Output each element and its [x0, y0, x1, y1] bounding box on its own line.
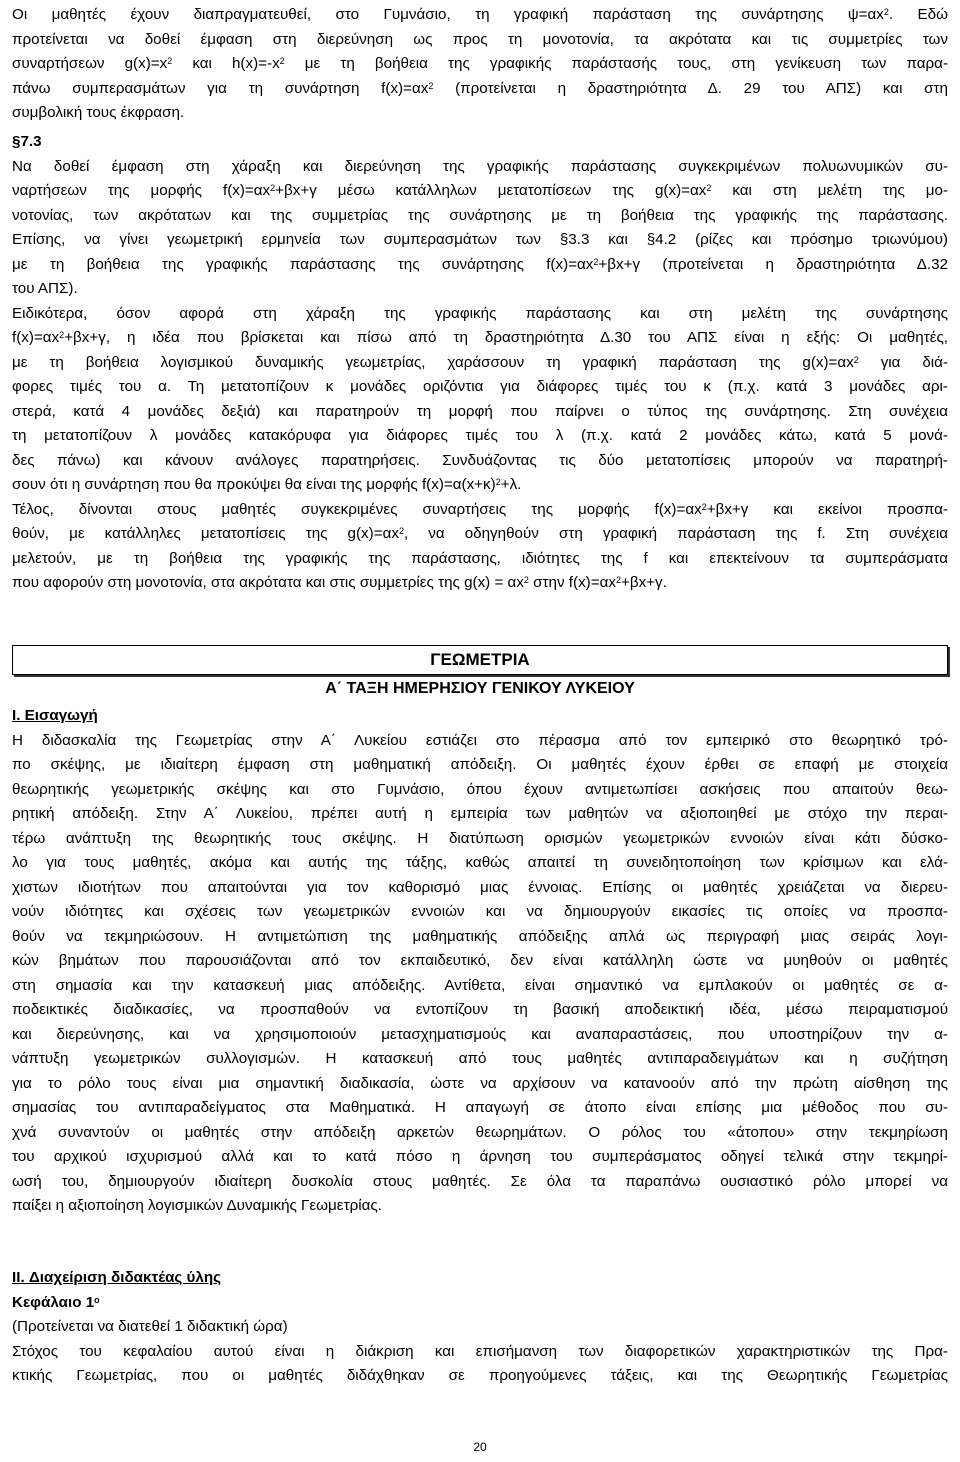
text-line: θούν να τεκμηριώσουν. Η αντιμετώπιση της μαθηματικής απόδειξης απλά ως περιγραφή μιας σειράς λογι- — [12, 927, 948, 945]
text-line: πάνω συμπερασμάτων για τη συνάρτηση $f(x)=\alpha x^2$ (προτείνεται η δραστηριότητα Δ. 29 του ΑΠΣ) και στη — [12, 79, 948, 97]
text-line: Οι μαθητές έχουν διαπραγματευθεί, στο Γυμνάσιο, τη γραφική παράσταση της συνάρτησης $\psi=\alpha x^2$. Εδώ — [12, 6, 948, 23]
text-line: ποδεικτικές διαδικασίες, να προσπαθούν να εντοπίζουν τη βασική αποδεικτική ιδέα, μέσω πειραματισμού — [12, 1001, 948, 1018]
text-line: και διερεύνησης, και να χρησιμοποιούν μετασχηματισμούς και αναπαραστάσεις, που υποστηρίζουν την α- — [12, 1025, 948, 1043]
geometry-subtitle: Α΄ ΤΑΞΗ ΗΜΕΡΗΣΙΟΥ ΓΕΝΙΚΟΥ ΛΥΚΕΙΟΥ — [325, 680, 635, 697]
text-line: θεωρητικής γεωμετρικής σκέψης και στο Γυμνάσιο, όπου έχουν αντιμετωπίσει ασκήσεις που απαιτούν θεω- — [12, 780, 948, 798]
text-line: ωσή του, δημιουργούν ιδιαίτερη δυσκολία στους μαθητές. Σε όλα τα παραπάνω ουσιαστικό ρόλο μπορεί να — [12, 1172, 948, 1190]
text-line: σουν ότι η συνάρτηση που θα προκύψει θα είναι της μορφής $f(x)=\alpha(x+\kappa)^2+\lambda$. — [12, 476, 522, 493]
text-line: συμβολική τους έκφραση. — [12, 104, 185, 121]
text-line: Ειδικότερα, όσον αφορά στη χάραξη της γραφικής παράστασης και στη μελέτη της συνάρτησης — [12, 304, 948, 322]
text-line: Στόχος του κεφαλαίου αυτού είναι η διάκριση και επισήμανση των διαφορετικών χαρακτηριστικών της Πρα- — [12, 1342, 948, 1360]
text-line: μελετούν, με τη βοήθεια της γραφικής της παράστασης, ιδιότητες της f και επεκτείνουν τα συμπεράσματα — [12, 549, 948, 567]
text-line: κτικής Γεωμετρίας, που οι μαθητές διδάχθηκαν σε προηγούμενες τάξεις, και της Θεωρητικής Γεωμετρίας — [12, 1367, 948, 1384]
text-line: στερά, κατά 4 μονάδες δεξιά) και παρατηρούν τη μορφή που παίρνει ο τύπος της συνάρτησης. Στη συνέχεια — [12, 402, 948, 420]
text-line: τέρω ανάπτυξη της θεωρητικής τους σκέψης. Η διατύπωση ορισμών γεωμετρικών εννοιών είναι κάτι δύσκο- — [12, 829, 948, 847]
text-line: τη μετατοπίζουν λ μονάδες κατακόρυφα για διάφορες τιμές του λ (π.χ. κατά 2 μονάδες κάτω, κατά 5 μονά- — [12, 427, 948, 444]
text-line: Να δοθεί έμφαση στη χάραξη και διερεύνηση της γραφικής παράστασης συγκεκριμένων πολυωνυμικών συ- — [12, 157, 948, 175]
text-line: που αφορούν στη μονοτονία, στα ακρότατα και στις συμμετρίες της $g(x) = \alpha x^2$ στην $f(x)=\alpha x^2+\beta x+\gamma$. — [12, 574, 667, 591]
text-line: του αρχικού ισχυρισμού αλλά και το κατά πόσο η άρνηση του συμπεράσματος οδηγεί τελικά στην τεκμηρί- — [12, 1148, 948, 1165]
text-line: ρητική απόδειξη. Στην Α΄ Λυκείου, πρέπει αυτή η εμπειρία των μαθητών να αξιοποιηθεί με στόχο την περαι- — [12, 805, 948, 822]
text-line: του ΑΠΣ). — [12, 280, 78, 297]
text-line: θούν, με κατάλληλες μετατοπίσεις της $g(x)=\alpha x^2$, να οδηγηθούν στη γραφική παράσταση της f. Στη συνέχεια — [12, 525, 948, 542]
intro-heading: I. Εισαγωγή — [12, 707, 98, 724]
chapter-heading: Κεφάλαιο $1^o$ — [12, 1293, 100, 1311]
geometry-title-box — [12, 645, 948, 675]
text-line: ναρτήσεων της μορφής $f(x)=\alpha x^2+\beta x+\gamma$ μέσω κατάλληλων μετατοπίσεων της $g(x)=\alpha x^2$ και στη μελέτη της μο- — [12, 182, 948, 199]
text-line: χιστων ιδιοτήτων που απαιτούνται για τον καθορισμό μιας έννοιας. Επίσης οι μαθητές χρειάζεται να διερευ- — [12, 878, 948, 896]
text-line: προτείνεται να δοθεί έμφαση στη διερεύνηση ως προς τη μονοτονία, τα ακρότατα και τις συμμετρίες των — [12, 30, 948, 48]
section-2-heading: II. Διαχείριση διδακτέας ύλης — [12, 1269, 222, 1286]
text-line: συναρτήσεων $g(x)=x^2$ και $h(x)=-x^2$ με τη βοήθεια της γραφικής παράστασής τους, στη γενίκευση των παρα- — [12, 55, 948, 72]
geometry-title: ΓΕΩΜΕΤΡΙΑ — [430, 650, 530, 669]
text-line: λο για τους μαθητές, ακόμα και αυτής της τάξης, καθώς απαιτεί τη συνειδητοποίηση των κρίσιμων και ελά- — [12, 854, 948, 871]
text-line: στη σημασία και την κατασκευή μιας απόδειξης. Αντίθετα, είναι σημαντικό να εμπλακούν οι μαθητές σε α- — [12, 976, 948, 994]
text-line: Τέλος, δίνονται στους μαθητές συγκεκριμένες συναρτήσεις της μορφής $f(x)=\alpha x^2+\beta x+\gamma$ και εκείνοι προσπα- — [12, 500, 948, 518]
text-line: παίξει η αξιοποίηση λογισμικών Δυναμικής Γεωμετρίας. — [12, 1197, 382, 1214]
text-line: σημασίας του αντιπαραδείγματος στα Μαθηματικά. Η απαγωγή σε άτοπο είναι επίσης μια μέθοδος που συ- — [12, 1099, 948, 1116]
intro-section — [12, 704, 948, 1219]
section-heading: §7.3 — [12, 133, 42, 150]
text-line: $f(x)=\alpha x^2+\beta x+\gamma$, η ιδέα που βρίσκεται και πίσω από τη δραστηριότητα Δ.30 του ΑΠΣ είναι η εξής: Οι μαθητές, — [12, 329, 948, 346]
section-1-paragraph — [12, 3, 948, 126]
page-number: 20 — [473, 1440, 487, 1454]
text-line: με τη βοήθεια λογισμικού δυναμικής γεωμετρίας, χαράσσουν τη γραφική παράσταση της $g(x)=\alpha x^2$ για διά- — [12, 353, 948, 371]
text-line: νοτονίας, των ακρότατων και της συμμετρίας της συνάρτησης με τη βοήθεια της γραφικής της παράστασης. — [12, 206, 948, 224]
text-line: πο σκέψης, με ιδιαίτερη έμφαση στη μαθηματική απόδειξη. Οι μαθητές έχουν έρθει σε επαφή με στοιχεία — [12, 756, 948, 773]
section-2 — [12, 1266, 948, 1389]
text-line: για το ρόλο τους είναι μια σημαντική διαδικασία, ώστε να αρχίσουν να κατανοούν από την πρώτη αίσθηση της — [12, 1074, 948, 1092]
text-line: χνά συναντούν οι μαθητές στην απόδειξη αρκετών θεωρημάτων. Ο ρόλος του «άτοπου» στην τεκμηρίωση — [12, 1123, 948, 1141]
text-line: Επίσης, να γίνει γεωμετρική ερμηνεία των συμπερασμάτων των §3.3 και §4.2 (ρίζες και πρόσημο τριωνύμου) — [12, 231, 948, 248]
text-line: Η διδασκαλία της Γεωμετρίας στην Α΄ Λυκείου εστιάζει στο πέρασμα από τον εμπειρικό στο θεωρητικό τρό- — [12, 731, 948, 749]
text-line: κών βημάτων που παρουσιάζονται από τον εκπαιδευτικό, δεν είναι κατάλληλη ώστε να μυηθούν οι μαθητές — [12, 952, 948, 969]
section-7-3 — [12, 130, 948, 596]
hours-note: (Προτείνεται να διατεθεί 1 διδακτική ώρα) — [12, 1318, 288, 1335]
text-line: νάπτυξη γεωμετρικών συλλογισμών. Η κατασκευή από τους μαθητές αντιπαραδειγμάτων και η συζήτηση — [12, 1050, 948, 1067]
text-line: με τη βοήθεια της γραφικής παράστασης της συνάρτησης $f(x)=\alpha x^2+\beta x+\gamma$ (προτείνεται η δραστηριότητα Δ.32 — [12, 255, 948, 273]
text-line: δες πάνω) και κάνουν ανάλογες παρατηρήσεις. Συνδυάζοντας τις δύο μετατοπίσεις μπορούν να παρατηρή- — [12, 451, 948, 469]
text-line: φορες τιμές του α. Τη μετατοπίζουν κ μονάδες οριζόντια για διάφορες τιμές του κ (π.χ. κατά 3 μονάδες αρι- — [12, 378, 948, 395]
text-line: νούν ιδιότητες και σχέσεις των γεωμετρικών εννοιών και να δημιουργούν εικασίες τις οποίες να προσπα- — [12, 903, 948, 920]
